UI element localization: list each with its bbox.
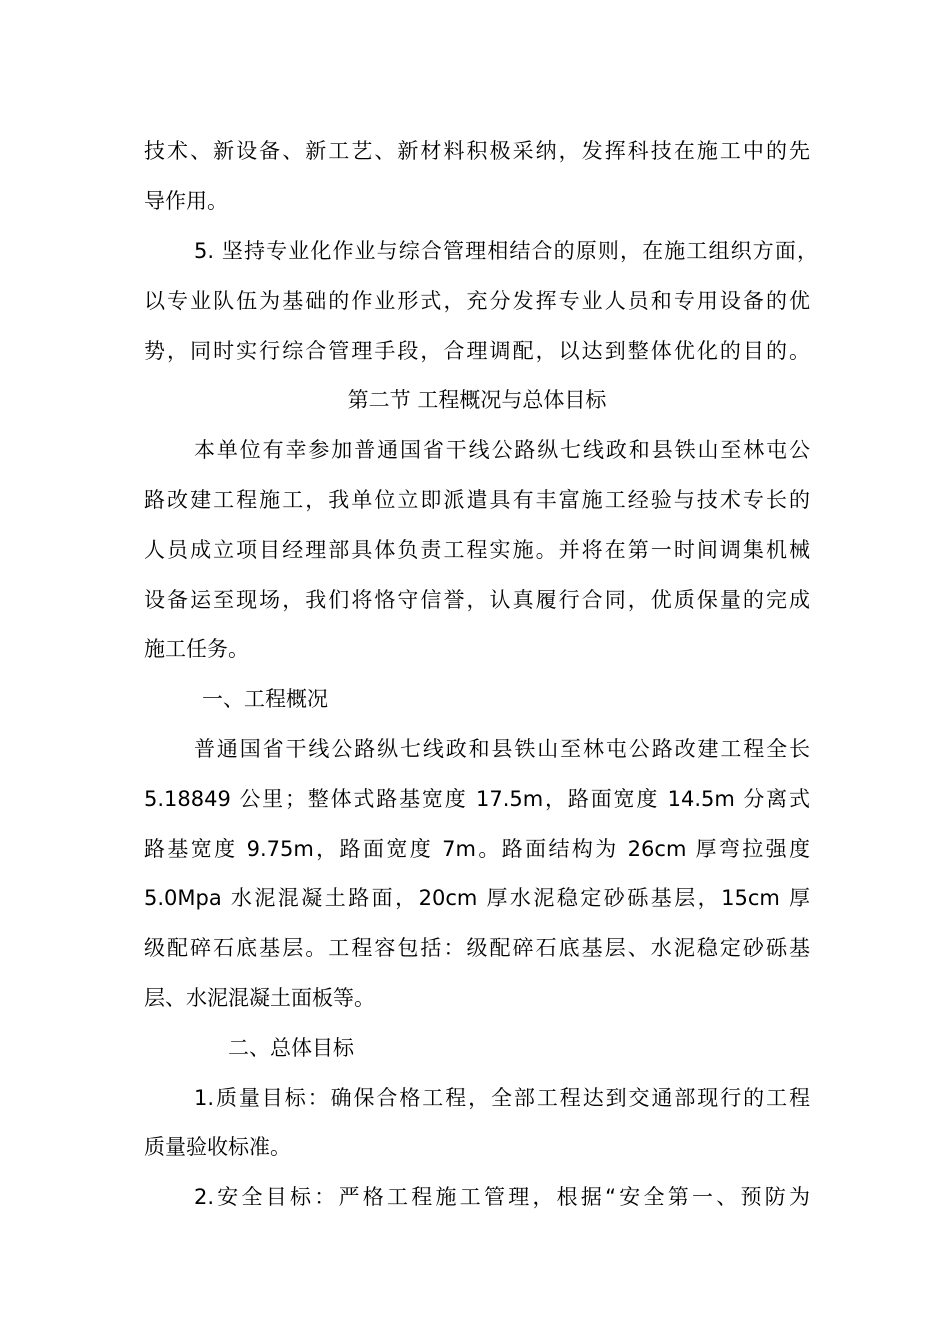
subsection-heading: 一、工程概况 bbox=[202, 687, 328, 711]
paragraph-line: 路改建工程施工，我单位立即派遣具有丰富施工经验与技术专长的 bbox=[144, 488, 810, 512]
paragraph-line: 以专业队伍为基础的作业形式，充分发挥专业人员和专用设备的优 bbox=[144, 289, 810, 313]
paragraph-line: 势，同时实行综合管理手段，合理调配，以达到整体优化的目的。 bbox=[144, 339, 810, 363]
paragraph-line: 设备运至现场，我们将恪守信誉，认真履行合同，优质保量的完成 bbox=[144, 588, 810, 612]
paragraph-line: 5.0Mpa 水泥混凝土路面，20cm 厚水泥稳定砂砾基层，15cm 厚 bbox=[144, 886, 810, 910]
paragraph-line: 5.18849 公里；整体式路基宽度 17.5m，路面宽度 14.5m 分离式 bbox=[144, 787, 810, 811]
paragraph-line: 普通国省干线公路纵七线政和县铁山至林屯公路改建工程全长 bbox=[194, 737, 810, 761]
subsection-heading: 二、总体目标 bbox=[228, 1036, 354, 1060]
section-heading: 第二节 工程概况与总体目标 bbox=[347, 388, 607, 412]
paragraph-line: 5. 坚持专业化作业与综合管理相结合的原则，在施工组织方面， bbox=[194, 239, 818, 263]
paragraph-line: 技术、新设备、新工艺、新材料积极采纳，发挥科技在施工中的先 bbox=[144, 139, 810, 163]
paragraph-line: 质量验收标准。 bbox=[144, 1135, 291, 1159]
paragraph-line: 本单位有幸参加普通国省干线公路纵七线政和县铁山至林屯公 bbox=[194, 438, 810, 462]
paragraph-line: 层、水泥混凝土面板等。 bbox=[144, 986, 375, 1010]
paragraph-line: 1.质量目标：确保合格工程，全部工程达到交通部现行的工程 bbox=[194, 1086, 810, 1110]
paragraph-line: 人员成立项目经理部具体负责工程实施。并将在第一时间调集机械 bbox=[144, 538, 810, 562]
paragraph-line: 2.安全目标：严格工程施工管理，根据“安全第一、预防为 bbox=[194, 1185, 810, 1209]
paragraph-line: 级配碎石底基层。工程容包括：级配碎石底基层、水泥稳定砂砾基 bbox=[144, 936, 810, 960]
paragraph-line: 路基宽度 9.75m，路面宽度 7m。路面结构为 26cm 厚弯拉强度 bbox=[144, 837, 810, 861]
paragraph-line: 导作用。 bbox=[144, 189, 228, 213]
paragraph-line: 施工任务。 bbox=[144, 637, 249, 661]
